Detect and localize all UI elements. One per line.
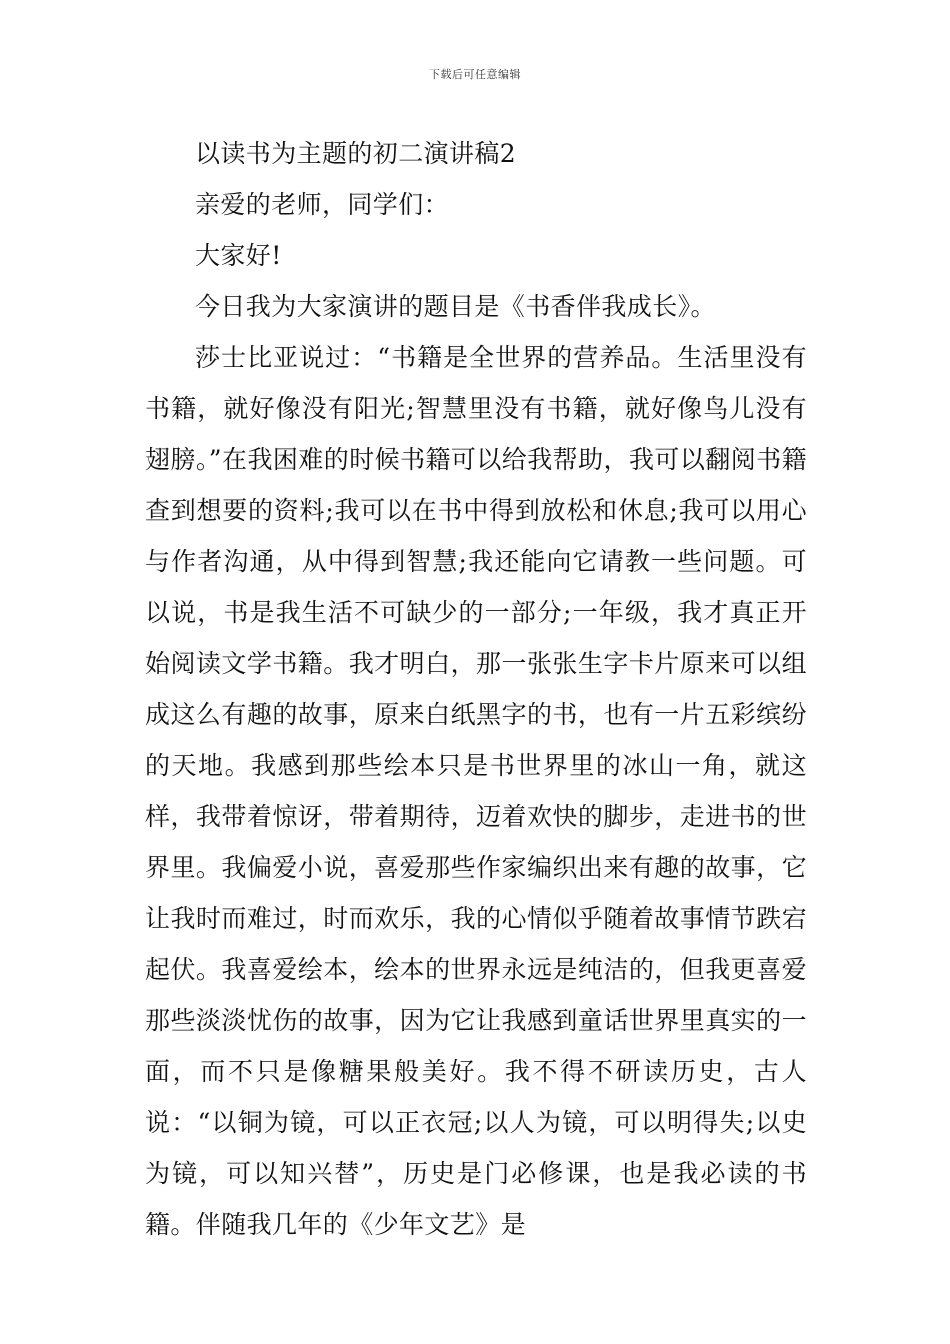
document-title: 以读书为主题的初二演讲稿2 xyxy=(195,139,517,168)
salutation: 亲爱的老师，同学们： xyxy=(195,190,450,219)
intro-paragraph: 今日我为大家演讲的题目是《书香伴我成长》。 xyxy=(195,292,716,321)
document-body xyxy=(145,128,807,1250)
header-note: 下载后可任意编辑 xyxy=(429,68,521,81)
greeting: 大家好! xyxy=(195,241,282,270)
main-paragraph: 莎士比亚说过：“书籍是全世界的营养品。生活里没有书籍，就好像没有阳光;智慧里没有书籍，就好像鸟儿没有翅膀。”在我困难的时候书籍可以给我帮助，我可以翻阅书籍查到想要的资料;我可以在书中得到放松和休息;我可以用心与作者沟通，从中得到智慧;我还能向它请教一些问题。可以说，书是我生活不可缺少的一部分;一年级，我才真正开始阅读文学书籍。我才明白，那一张张生字卡片原来可以组成这么有趣的故事，原来白纸黑字的书，也有一片五彩缤纷的天地。我感到那些绘本只是书世界里的冰山一角，就这样，我带着惊讶，带着期待，迈着欢快的脚步，走进书的世界里。我偏爱小说，喜爱那些作家编织出来有趣的故事，它让我时而难过，时而欢乐，我的心情似乎随着故事情节跌宕起伏。我喜爱绘本，绘本的世界永远是纯洁的，但我更喜爱那些淡淡忧伤的故事，因为它让我感到童话世界里真实的一面，而不只是像糖果般美好。我不得不研读历史，古人说：“以铜为镜，可以正衣冠;以人为镜，可以明得失;以史为镜，可以知兴替”，历史是门必修课，也是我必读的书籍。伴随我几年的《少年文艺》是 xyxy=(145,343,807,1239)
